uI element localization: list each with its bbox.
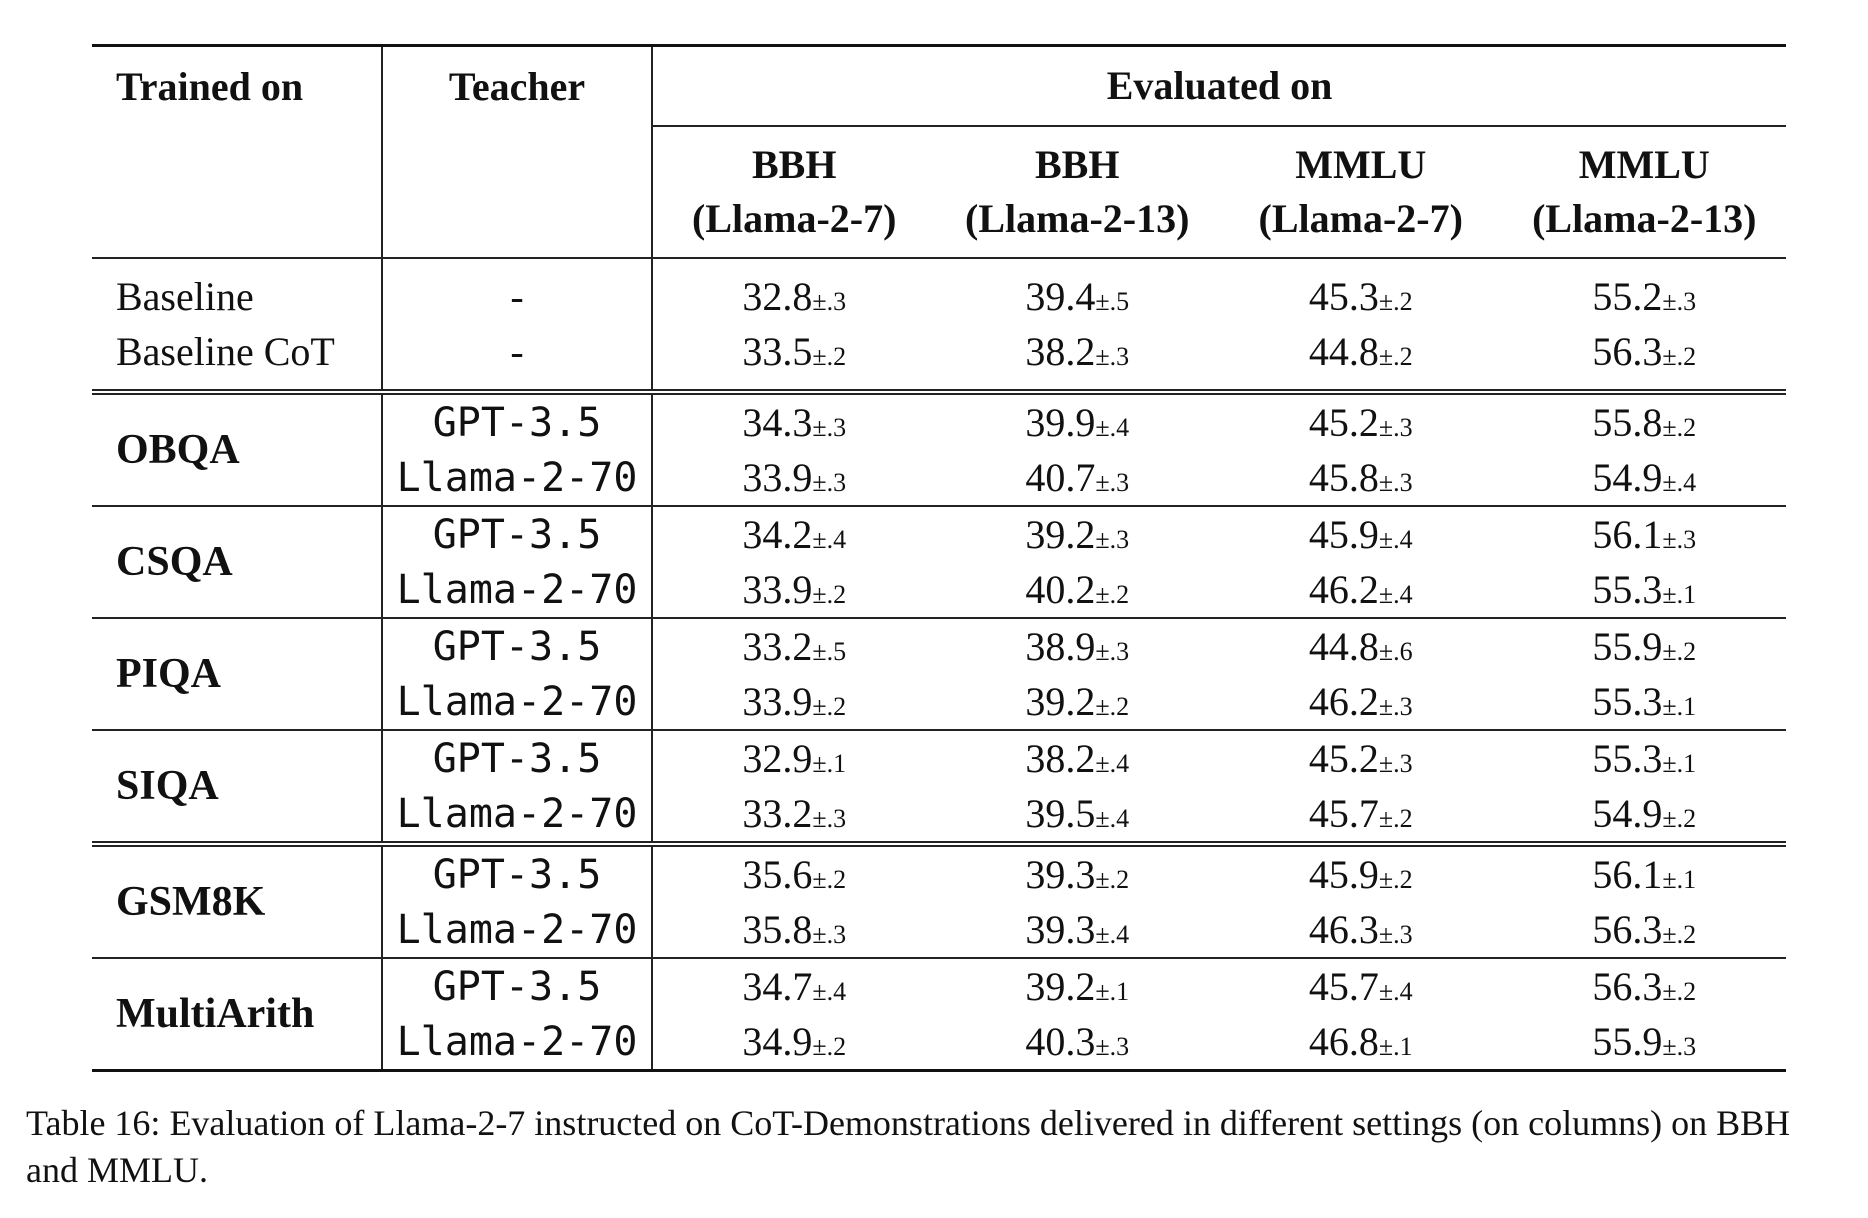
- value-cell-bbh-7: [652, 562, 936, 618]
- value-cell-mmlu-7: [1219, 392, 1503, 450]
- teacher-cell: Llama-2-70: [382, 450, 652, 506]
- table-row: [92, 324, 1786, 392]
- value: 55.9: [1592, 624, 1663, 669]
- std-dev: ±.3: [1662, 1032, 1697, 1061]
- trained-on-cell: CSQA: [92, 506, 382, 618]
- value-cell-mmlu-13: [1503, 324, 1787, 392]
- std-dev: ±.2: [1662, 977, 1697, 1006]
- header-evaluated-on: Evaluated on: [652, 46, 1786, 127]
- teacher-cell: Llama-2-70: [382, 674, 652, 730]
- std-dev: ±.3: [812, 468, 847, 497]
- teacher-cell: GPT-3.5: [382, 506, 652, 562]
- std-dev: ±.2: [1378, 287, 1413, 316]
- value-cell-bbh-13: [936, 844, 1220, 902]
- teacher-cell: GPT-3.5: [382, 618, 652, 674]
- value: 45.9: [1308, 852, 1379, 897]
- value: 55.8: [1592, 400, 1663, 445]
- value-cell-mmlu-7: [1219, 844, 1503, 902]
- table-row: [92, 506, 1786, 562]
- value-cell-bbh-7: [652, 392, 936, 450]
- results-table-container: [92, 44, 1786, 1072]
- value: 46.8: [1308, 1019, 1379, 1064]
- value: 39.5: [1025, 791, 1096, 836]
- std-dev: ±.2: [1662, 342, 1697, 371]
- std-dev: ±.5: [1095, 287, 1130, 316]
- value-cell-bbh-13: [936, 674, 1220, 730]
- value-cell-bbh-13: [936, 562, 1220, 618]
- header-col-line2: (Llama-2-13): [965, 196, 1190, 241]
- value: 33.9: [742, 567, 813, 612]
- std-dev: ±.2: [1095, 692, 1130, 721]
- header-col-line1: BBH: [1035, 142, 1120, 187]
- std-dev: ±.4: [1095, 804, 1130, 833]
- value: 39.3: [1025, 852, 1096, 897]
- std-dev: ±.2: [1095, 865, 1130, 894]
- std-dev: ±.4: [1378, 525, 1413, 554]
- value-cell-mmlu-7: [1219, 562, 1503, 618]
- value-cell-bbh-7: [652, 1014, 936, 1071]
- value: 56.3: [1592, 964, 1663, 1009]
- value-cell-bbh-7: [652, 674, 936, 730]
- value-cell-bbh-7: [652, 730, 936, 786]
- value-cell-bbh-7: [652, 506, 936, 562]
- value-cell-bbh-7: [652, 258, 936, 324]
- std-dev: ±.3: [1095, 637, 1130, 666]
- value-cell-mmlu-13: [1503, 902, 1787, 958]
- std-dev: ±.2: [1662, 637, 1697, 666]
- value-cell-mmlu-13: [1503, 786, 1787, 844]
- value-cell-bbh-13: [936, 258, 1220, 324]
- std-dev: ±.3: [1378, 468, 1413, 497]
- value-cell-mmlu-13: [1503, 958, 1787, 1014]
- teacher-cell: GPT-3.5: [382, 844, 652, 902]
- value: 44.8: [1308, 624, 1379, 669]
- value: 56.1: [1592, 852, 1663, 897]
- std-dev: ±.1: [1662, 749, 1697, 778]
- std-dev: ±.3: [1662, 287, 1697, 316]
- value: 33.9: [742, 455, 813, 500]
- header-col-line1: BBH: [752, 142, 837, 187]
- header-col-bbh-13: [936, 126, 1220, 258]
- value-cell-mmlu-7: [1219, 674, 1503, 730]
- std-dev: ±.2: [812, 1032, 847, 1061]
- std-dev: ±.3: [812, 920, 847, 949]
- std-dev: ±.5: [812, 637, 847, 666]
- value: 54.9: [1592, 455, 1663, 500]
- value-cell-bbh-7: [652, 324, 936, 392]
- teacher-cell: Llama-2-70: [382, 562, 652, 618]
- value-cell-mmlu-7: [1219, 618, 1503, 674]
- value: 38.2: [1025, 736, 1096, 781]
- value: 35.8: [742, 907, 813, 952]
- header-empty-trained: [92, 126, 382, 258]
- value: 45.2: [1308, 400, 1379, 445]
- value: 40.3: [1025, 1019, 1096, 1064]
- value: 40.2: [1025, 567, 1096, 612]
- std-dev: ±.3: [1378, 749, 1413, 778]
- std-dev: ±.3: [1095, 1032, 1130, 1061]
- value-cell-mmlu-13: [1503, 562, 1787, 618]
- std-dev: ±.4: [1095, 920, 1130, 949]
- value: 46.2: [1308, 567, 1379, 612]
- std-dev: ±.3: [1378, 920, 1413, 949]
- teacher-cell: Llama-2-70: [382, 786, 652, 844]
- value-cell-bbh-13: [936, 450, 1220, 506]
- value-cell-bbh-7: [652, 958, 936, 1014]
- teacher-cell: -: [382, 258, 652, 324]
- value: 33.2: [742, 791, 813, 836]
- header-col-bbh-7: [652, 126, 936, 258]
- value: 34.9: [742, 1019, 813, 1064]
- std-dev: ±.4: [812, 977, 847, 1006]
- std-dev: ±.1: [1662, 865, 1697, 894]
- table-row: [92, 258, 1786, 324]
- value-cell-mmlu-13: [1503, 844, 1787, 902]
- value: 55.3: [1592, 736, 1663, 781]
- value: 32.8: [742, 274, 813, 319]
- std-dev: ±.3: [1095, 342, 1130, 371]
- header-col-line2: (Llama-2-7): [1258, 196, 1463, 241]
- std-dev: ±.2: [812, 580, 847, 609]
- value-cell-bbh-13: [936, 506, 1220, 562]
- value: 45.3: [1308, 274, 1379, 319]
- trained-on-cell: OBQA: [92, 392, 382, 506]
- value-cell-bbh-7: [652, 786, 936, 844]
- std-dev: ±.3: [1378, 692, 1413, 721]
- value: 39.4: [1025, 274, 1096, 319]
- trained-on-cell: Baseline: [116, 274, 254, 319]
- value-cell-bbh-13: [936, 902, 1220, 958]
- value-cell-bbh-13: [936, 392, 1220, 450]
- value-cell-mmlu-7: [1219, 902, 1503, 958]
- std-dev: ±.1: [1662, 580, 1697, 609]
- std-dev: ±.3: [1378, 413, 1413, 442]
- header-col-line1: MMLU: [1578, 142, 1710, 187]
- value: 40.7: [1025, 455, 1096, 500]
- std-dev: ±.4: [1378, 580, 1413, 609]
- value-cell-bbh-13: [936, 730, 1220, 786]
- header-trained-on: Trained on: [92, 46, 382, 127]
- value-cell-mmlu-13: [1503, 258, 1787, 324]
- std-dev: ±.3: [1095, 468, 1130, 497]
- std-dev: ±.3: [1662, 525, 1697, 554]
- trained-on-cell: SIQA: [92, 730, 382, 844]
- header-teacher: Teacher: [382, 46, 652, 127]
- table-caption: Table 16: Evaluation of Llama-2-7 instructed on CoT-Demonstrations delivered in different settings (on columns) on BBH and MMLU.: [26, 1103, 1791, 1190]
- value: 45.8: [1308, 455, 1379, 500]
- std-dev: ±.2: [812, 342, 847, 371]
- trained-on-cell: GSM8K: [92, 844, 382, 958]
- std-dev: ±.2: [1662, 920, 1697, 949]
- value: 55.3: [1592, 567, 1663, 612]
- table-row: [92, 958, 1786, 1014]
- value-cell-mmlu-13: [1503, 674, 1787, 730]
- value: 34.7: [742, 964, 813, 1009]
- value: 45.7: [1308, 791, 1379, 836]
- value: 56.1: [1592, 512, 1663, 557]
- value: 45.2: [1308, 736, 1379, 781]
- value-cell-mmlu-7: [1219, 450, 1503, 506]
- std-dev: ±.2: [1378, 342, 1413, 371]
- value-cell-bbh-13: [936, 1014, 1220, 1071]
- teacher-cell: -: [382, 324, 652, 392]
- value: 38.2: [1025, 329, 1096, 374]
- value: 39.2: [1025, 679, 1096, 724]
- table-row: [92, 730, 1786, 786]
- value: 56.3: [1592, 329, 1663, 374]
- value: 32.9: [742, 736, 813, 781]
- value: 55.3: [1592, 679, 1663, 724]
- teacher-cell: Llama-2-70: [382, 1014, 652, 1071]
- value: 55.2: [1592, 274, 1663, 319]
- value: 39.2: [1025, 964, 1096, 1009]
- std-dev: ±.2: [1378, 804, 1413, 833]
- header-col-line2: (Llama-2-7): [692, 196, 897, 241]
- value: 33.9: [742, 679, 813, 724]
- std-dev: ±.1: [1095, 977, 1130, 1006]
- value-cell-bbh-7: [652, 844, 936, 902]
- value: 46.2: [1308, 679, 1379, 724]
- trained-on-cell: MultiArith: [92, 958, 382, 1071]
- value: 56.3: [1592, 907, 1663, 952]
- std-dev: ±.1: [1378, 1032, 1413, 1061]
- std-dev: ±.3: [812, 413, 847, 442]
- value-cell-bbh-13: [936, 786, 1220, 844]
- value: 39.9: [1025, 400, 1096, 445]
- std-dev: ±.2: [1662, 413, 1697, 442]
- header-col-mmlu-7: [1219, 126, 1503, 258]
- std-dev: ±.4: [812, 525, 847, 554]
- value-cell-bbh-13: [936, 958, 1220, 1014]
- value-cell-mmlu-7: [1219, 324, 1503, 392]
- header-col-mmlu-13: [1503, 126, 1787, 258]
- std-dev: ±.4: [1095, 749, 1130, 778]
- teacher-cell: GPT-3.5: [382, 958, 652, 1014]
- value-cell-mmlu-7: [1219, 786, 1503, 844]
- value: 46.3: [1308, 907, 1379, 952]
- value-cell-mmlu-7: [1219, 258, 1503, 324]
- value: 45.9: [1308, 512, 1379, 557]
- value-cell-bbh-7: [652, 618, 936, 674]
- value-cell-bbh-7: [652, 450, 936, 506]
- std-dev: ±.4: [1378, 977, 1413, 1006]
- value-cell-bbh-13: [936, 324, 1220, 392]
- std-dev: ±.4: [1095, 413, 1130, 442]
- value: 33.2: [742, 624, 813, 669]
- value-cell-mmlu-7: [1219, 730, 1503, 786]
- value-cell-bbh-13: [936, 618, 1220, 674]
- teacher-cell: Llama-2-70: [382, 902, 652, 958]
- std-dev: ±.2: [812, 865, 847, 894]
- value: 44.8: [1308, 329, 1379, 374]
- value: 55.9: [1592, 1019, 1663, 1064]
- std-dev: ±.6: [1378, 637, 1413, 666]
- value: 33.5: [742, 329, 813, 374]
- teacher-cell: GPT-3.5: [382, 730, 652, 786]
- value: 35.6: [742, 852, 813, 897]
- std-dev: ±.3: [812, 804, 847, 833]
- value-cell-mmlu-13: [1503, 730, 1787, 786]
- std-dev: ±.2: [812, 692, 847, 721]
- std-dev: ±.3: [812, 287, 847, 316]
- results-table: [92, 44, 1786, 1072]
- value: 34.3: [742, 400, 813, 445]
- table-row: [92, 844, 1786, 902]
- header-col-line1: MMLU: [1295, 142, 1427, 187]
- value: 38.9: [1025, 624, 1096, 669]
- value-cell-mmlu-7: [1219, 958, 1503, 1014]
- value-cell-mmlu-13: [1503, 1014, 1787, 1071]
- table-row: [92, 618, 1786, 674]
- value: 45.7: [1308, 964, 1379, 1009]
- std-dev: ±.4: [1662, 468, 1697, 497]
- value: 39.2: [1025, 512, 1096, 557]
- value: 39.3: [1025, 907, 1096, 952]
- std-dev: ±.2: [1095, 580, 1130, 609]
- std-dev: ±.1: [1662, 692, 1697, 721]
- teacher-cell: GPT-3.5: [382, 392, 652, 450]
- std-dev: ±.1: [812, 749, 847, 778]
- header-empty-teacher: [382, 126, 652, 258]
- results-table-body: [92, 258, 1786, 1071]
- value-cell-mmlu-13: [1503, 506, 1787, 562]
- value-cell-mmlu-7: [1219, 1014, 1503, 1071]
- trained-on-cell: Baseline CoT: [92, 324, 382, 392]
- std-dev: ±.2: [1662, 804, 1697, 833]
- value-cell-bbh-7: [652, 902, 936, 958]
- std-dev: ±.3: [1095, 525, 1130, 554]
- header-col-line2: (Llama-2-13): [1532, 196, 1757, 241]
- value-cell-mmlu-7: [1219, 506, 1503, 562]
- std-dev: ±.2: [1378, 865, 1413, 894]
- table-row: [92, 392, 1786, 450]
- value-cell-mmlu-13: [1503, 392, 1787, 450]
- value: 34.2: [742, 512, 813, 557]
- value-cell-mmlu-13: [1503, 450, 1787, 506]
- value: 54.9: [1592, 791, 1663, 836]
- trained-on-cell: PIQA: [92, 618, 382, 730]
- value-cell-mmlu-13: [1503, 618, 1787, 674]
